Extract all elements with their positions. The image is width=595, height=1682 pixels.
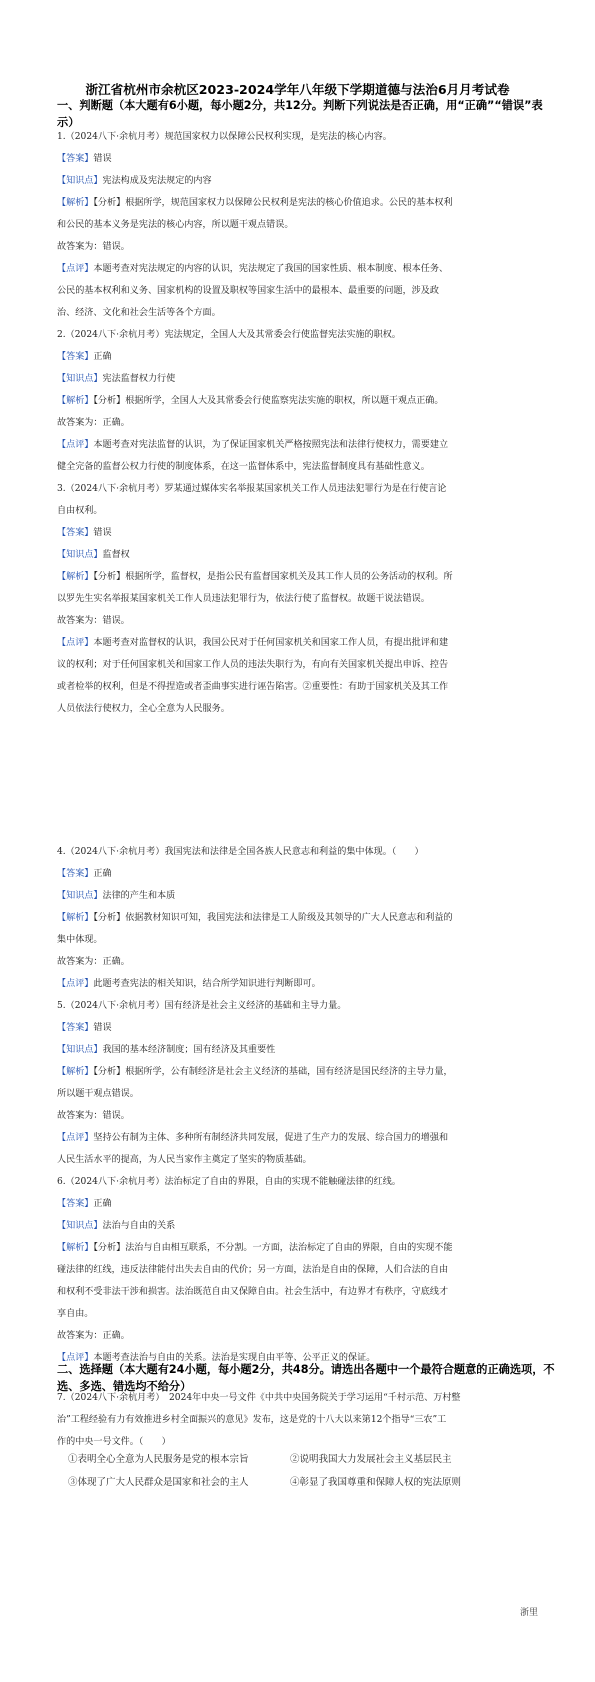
line-q1x3 [57, 241, 557, 254]
line-q3x3 [57, 615, 557, 628]
line-q1 [57, 131, 557, 144]
tag-comment: 【点评】 [57, 638, 94, 648]
line-text: 故答案为：正确。 [57, 1331, 130, 1341]
line-text: 治”工程经验有力有效推进乡村全面振兴的意见》发布，这是党的十八大以来第12个指导“三农”工 [57, 1415, 447, 1425]
tag-point: 【知识点】 [57, 1221, 103, 1231]
line-q6x5 [57, 1330, 557, 1343]
line-text: 4.（2024八下·余杭月考）我国宪法和法律是全国各族人民意志和利益的集中体现。（ ） [57, 847, 424, 857]
line-q2 [57, 329, 557, 342]
line-text: 错误 [93, 1023, 112, 1033]
line-q2c2 [57, 461, 557, 474]
line-text: 故答案为：正确。 [57, 418, 130, 428]
tag-analysis: 【解析】 [57, 1243, 94, 1253]
tag-answer: 【答案】 [57, 869, 94, 879]
line-text: 本题考查对宪法规定的内容的认识，宪法规定了我国的国家性质、根本制度、根本任务、 [93, 264, 449, 274]
tag-analysis: 【解析】 [57, 913, 94, 923]
line-text: 【分析】依据教材知识可知，我国宪法和法律是工人阶级及其领导的广大人民意志和利益的 [93, 913, 453, 923]
line-q3 [57, 483, 557, 496]
line-text: 人员依法行使权力，全心全意为人民服务。 [57, 704, 230, 714]
line-q3x2 [57, 593, 557, 606]
tag-analysis: 【解析】 [57, 1067, 94, 1077]
line-q5p [57, 1044, 557, 1057]
tag-comment: 【点评】 [57, 1133, 94, 1143]
line-q6x2 [57, 1264, 557, 1277]
line-text: 公民的基本权利和义务、国家机构的设置及职权等国家生活中的最根本、最重要的问题，涉及政 [57, 286, 439, 296]
page-title: 浙江省杭州市余杭区2023-2024学年八年级下学期道德与法治6月月考试卷 [85, 82, 510, 97]
line-text: 3.（2024八下·余杭月考）罗某通过媒体实名举报某国家机关工作人员违法犯罪行为是在行使言论 [57, 484, 447, 494]
line-text: 正确 [93, 869, 112, 879]
line-text: 故答案为：错误。 [57, 616, 130, 626]
line-q2c1 [57, 439, 557, 452]
line-text: 碰法律的红线，违反法律能付出失去自由的代价；另一方面，法治是自由的保障，人们合法的自由 [57, 1265, 449, 1275]
line-q3c4 [57, 703, 557, 716]
line-text: 【分析】根据所学，规范国家权力以保障公民权利是宪法的核心价值追求。公民的基本权利 [93, 198, 453, 208]
tag-analysis: 【解析】 [57, 572, 94, 582]
line-q1c3 [57, 307, 557, 320]
line-q6p [57, 1220, 557, 1233]
line-q6a [57, 1198, 557, 1211]
page-footer: 浙里 [520, 1608, 539, 1618]
line-q6 [57, 1176, 557, 1189]
line-text: 监督权 [102, 550, 130, 560]
line-q6x3 [57, 1286, 557, 1299]
line-text: 法律的产生和本质 [102, 891, 176, 901]
line-q5x1 [57, 1066, 557, 1079]
tag-analysis: 【解析】 [57, 198, 94, 208]
line-text: 我国的基本经济制度；国有经济及其重要性 [102, 1045, 276, 1055]
line-q4x1 [57, 912, 557, 925]
line-text: 自由权利。 [57, 506, 103, 516]
line-text: 以罗先生实名举报某国家机关工作人员违法犯罪行为，依法行使了监督权。故题干说法错误。 [57, 594, 430, 604]
line-text: 5.（2024八下·余杭月考）国有经济是社会主义经济的基础和主导力量。 [57, 1001, 347, 1011]
line-text: 治、经济、文化和社会生活等各个方面。 [57, 308, 221, 318]
option-4: ④彰显了我国尊重和保障人权的宪法原则 [290, 1477, 462, 1488]
line-q2x1 [57, 395, 557, 408]
line-q3c3 [57, 681, 557, 694]
line-q7c [57, 1436, 557, 1449]
line-q3p [57, 549, 557, 562]
line-text: 或者检举的权利，但是不得捏造或者歪曲事实进行诬告陷害。②重要性：有助于国家机关及其工作 [57, 682, 449, 692]
line-text: 法治与自由的关系 [102, 1221, 176, 1231]
tag-answer: 【答案】 [57, 154, 94, 164]
line-text: 【分析】根据所学，监督权，是指公民有监督国家机关及其工作人员的公务活动的权利。所 [93, 572, 453, 582]
line-text: 坚持公有制为主体、多种所有制经济共同发展，促进了生产力的发展、综合国力的增强和 [93, 1133, 449, 1143]
line-q3b [57, 505, 557, 518]
line-q4x2 [57, 934, 557, 947]
line-text: 议的权利；对于任何国家机关和国家工作人员的违法失职行为，有向有关国家机关提出申诉、控告 [57, 660, 449, 670]
tag-analysis: 【解析】 [57, 396, 94, 406]
line-q1x1 [57, 197, 557, 210]
line-q1c2 [57, 285, 557, 298]
tag-comment: 【点评】 [57, 440, 94, 450]
line-text: 健全完备的监督公权力行使的制度体系，在这一监督体系中，宪法监督制度具有基础性意义。 [57, 462, 430, 472]
line-text: 宪法监督权力行使 [102, 374, 176, 384]
line-text: 此题考查宪法的相关知识，结合所学知识进行判断即可。 [93, 979, 321, 989]
tag-answer: 【答案】 [57, 1023, 94, 1033]
line-text: 7.（2024八下·余杭月考） 2024年中央一号文件《中共中央国务院关于学习运用“千村示范、万村整 [57, 1393, 461, 1403]
option-1: ①表明全心全意为人民服务是党的根本宗旨 [68, 1454, 249, 1465]
line-q5c2 [57, 1154, 557, 1167]
line-q5x3 [57, 1110, 557, 1123]
line-q1c1 [57, 263, 557, 276]
option-3: ③体现了广大人民群众是国家和社会的主人 [68, 1477, 249, 1488]
line-text: 2.（2024八下·余杭月考）宪法规定，全国人大及其常委会行使监督宪法实施的职权。 [57, 330, 401, 340]
line-q2x2 [57, 417, 557, 430]
line-text: 和权利不受非法干涉和损害。法治既范自由又保障自由。社会生活中，有边界才有秩序，守底线才 [57, 1287, 449, 1297]
line-text: 本题考查对宪法监督的认识，为了保证国家机关严格按照宪法和法律行使权力，需要建立 [93, 440, 449, 450]
line-text: 错误 [93, 154, 112, 164]
tag-point: 【知识点】 [57, 550, 103, 560]
line-q2p [57, 373, 557, 386]
tag-answer: 【答案】 [57, 1199, 94, 1209]
line-q4p [57, 890, 557, 903]
section-heading-judgement: 一、判断题（本大题有6小题，每小题2分，共12分。判断下列说法是否正确，用“正确”“错误”表示） [57, 99, 543, 129]
line-text: 本题考查法治与自由的关系。法治是实现自由平等、公平正义的保证。 [93, 1353, 376, 1363]
line-text: 集中体现。 [57, 935, 103, 945]
line-q5x2 [57, 1088, 557, 1101]
line-text: 故答案为：错误。 [57, 242, 130, 252]
line-q7b [57, 1414, 557, 1427]
line-text: 人民生活水平的提高，为人民当家作主奠定了坚实的物质基础。 [57, 1155, 312, 1165]
line-text: 享自由。 [57, 1309, 94, 1319]
line-q5 [57, 1000, 557, 1013]
line-text: 6.（2024八下·余杭月考）法治标定了自由的界限，自由的实现不能触碰法律的红线。 [57, 1177, 401, 1187]
tag-point: 【知识点】 [57, 176, 103, 186]
line-q6x4 [57, 1308, 557, 1321]
line-q2a [57, 351, 557, 364]
line-text: 故答案为：错误。 [57, 1111, 130, 1121]
line-q3c1 [57, 637, 557, 650]
line-text: 【分析】根据所学，公有制经济是社会主义经济的基础，国有经济是国民经济的主导力量， [93, 1067, 453, 1077]
line-text: 正确 [93, 352, 112, 362]
line-q5a [57, 1022, 557, 1035]
line-text: 【分析】法治与自由相互联系，不分割。一方面，法治标定了自由的界限，自由的实现不能 [93, 1243, 453, 1253]
line-text: 所以题干观点错误。 [57, 1089, 139, 1099]
line-q3x1 [57, 571, 557, 584]
tag-point: 【知识点】 [57, 1045, 103, 1055]
line-q4x3 [57, 956, 557, 969]
line-q1x2 [57, 219, 557, 232]
line-text: 【分析】根据所学，全国人大及其常委会行使监察宪法实施的职权，所以题干观点正确。 [93, 396, 444, 406]
line-text: 正确 [93, 1199, 112, 1209]
tag-comment: 【点评】 [57, 979, 94, 989]
line-text: 本题考查对监督权的认识，我国公民对于任何国家机关和国家工作人员，有提出批评和建 [93, 638, 449, 648]
tag-comment: 【点评】 [57, 1353, 94, 1363]
section-heading-choice: 二、选择题（本大题有24小题，每小题2分，共48分。请选出各题中一个最符合题意的正确选项，不选、多选、错选均不给分） [57, 1363, 555, 1393]
tag-comment: 【点评】 [57, 264, 94, 274]
line-q1p [57, 175, 557, 188]
line-q3a [57, 527, 557, 540]
tag-answer: 【答案】 [57, 352, 94, 362]
option-2: ②说明我国大力发展社会主义基层民主 [290, 1454, 452, 1465]
line-q3c2 [57, 659, 557, 672]
line-text: 1.（2024八下·余杭月考）规范国家权力以保障公民权利实现，是宪法的核心内容。 [57, 132, 392, 142]
line-text: 错误 [93, 528, 112, 538]
line-q4 [57, 846, 557, 859]
tag-point: 【知识点】 [57, 374, 103, 384]
tag-answer: 【答案】 [57, 528, 94, 538]
tag-point: 【知识点】 [57, 891, 103, 901]
line-text: 宪法构成及宪法规定的内容 [102, 176, 212, 186]
line-q6x1 [57, 1242, 557, 1255]
line-q4a [57, 868, 557, 881]
line-text: 作的中央一号文件。（ ） [57, 1437, 171, 1447]
line-q5c1 [57, 1132, 557, 1145]
line-text: 故答案为：正确。 [57, 957, 130, 967]
line-q1a [57, 153, 557, 166]
line-text: 和公民的基本义务是宪法的核心内容，所以题干观点错误。 [57, 220, 294, 230]
line-q4c1 [57, 978, 557, 991]
